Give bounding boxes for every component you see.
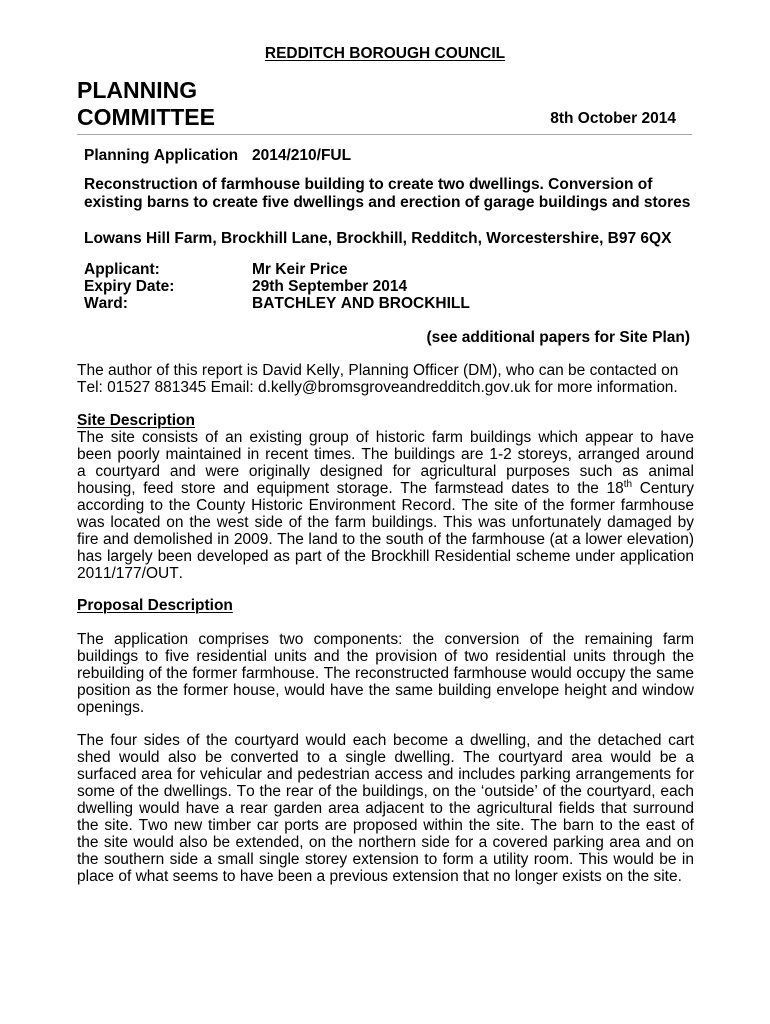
proposal-line: openings. [77, 699, 145, 716]
proposal-description-heading: Proposal Description [77, 597, 233, 614]
application-reference: 2014/210/FUL [252, 147, 352, 164]
detail-label: Ward: [84, 295, 128, 312]
text-run: Century [632, 480, 694, 497]
proposal-line: The four sides of the courtyard would each become a dwelling, and the detached cart [77, 732, 694, 749]
site-description-line: according to the County Historic Environment Record. The site of the former farmhouse [77, 497, 694, 514]
author-contact [77, 362, 694, 396]
proposal-line: dwelling would have a rear garden area adjacent to the agricultural fields that surround [77, 800, 694, 817]
proposal-line: the southern side a small single storey extension to form a utility room. This would be in [77, 851, 694, 868]
site-description-line: 2011/177/OUT. [77, 565, 183, 582]
application-label: Planning Application [84, 147, 239, 164]
site-description-text [77, 429, 694, 582]
site-description-line: fire and demolished in 2009. The land to the south of the farmhouse (at a lower elevation) [77, 531, 694, 548]
proposal-line: surfaced area for vehicular and pedestrian access and includes parking arrangements for [77, 766, 694, 783]
proposal-line: The application comprises two components: the conversion of the remaining farm [77, 631, 694, 648]
description-line: existing barns to create five dwellings and erection of garage buildings and stores [84, 194, 691, 211]
detail-label: Expiry Date: [84, 278, 175, 295]
site-description-section [77, 412, 694, 582]
detail-row-expiry-date [84, 278, 470, 295]
site-description-line: been poorly maintained in recent times. The buildings are 1-2 storeys, arranged around [77, 446, 694, 463]
proposal-line: position as the former house, would have the same building envelope height and window [77, 682, 694, 699]
application-description [84, 176, 704, 212]
site-address: Lowans Hill Farm, Brockhill Lane, Brockhill, Redditch, Worcestershire, B97 6QX [84, 230, 672, 247]
site-description-heading: Site Description [77, 412, 195, 429]
site-description-line: was located on the west side of the farm buildings. This was unfortunately damaged by [77, 514, 694, 531]
proposal-line: some of the dwellings. To the rear of the buildings, on the ‘outside’ of the courtyard, each [77, 783, 694, 800]
site-plan-note: (see additional papers for Site Plan) [426, 329, 690, 346]
meeting-date: 8th October 2014 [550, 110, 676, 127]
proposal-line: shed would also be converted to a single dwelling. The courtyard area would be a [77, 749, 694, 766]
proposal-line: the site. Two new timber car ports are proposed within the site. The barn to the east of [77, 817, 694, 834]
description-line: Reconstruction of farmhouse building to create two dwellings. Conversion of [84, 176, 653, 193]
site-description-line: a courtyard and were originally designed for agricultural purposes such as animal [77, 463, 694, 480]
detail-label: Applicant: [84, 261, 160, 278]
author-line: Tel: 01527 881345 Email: d.kelly@bromsgroveandredditch.gov.uk for more information. [77, 379, 678, 396]
proposal-line: the site would also be extended, on the northern side for a covered parking area and on [77, 834, 694, 851]
site-description-line: has largely been developed as part of the Brockhill Residential scheme under application [77, 548, 694, 565]
site-description-line [77, 480, 694, 497]
proposal-line: rebuilding of the former farmhouse. The reconstructed farmhouse would occupy the same [77, 665, 694, 682]
proposal-line: buildings to five residential units and the provision of two residential units through the [77, 648, 694, 665]
header-divider [77, 134, 692, 135]
page-title-line: PLANNING [77, 77, 198, 103]
text-run: housing, feed store and equipment storage. The farmstead dates to the 18 [77, 480, 624, 497]
proposal-paragraph-1 [77, 631, 694, 716]
proposal-line: place of what seems to have been a previous extension that no longer exists on the site. [77, 868, 682, 885]
applicant-name: Mr Keir Price [252, 261, 348, 278]
site-description-line: The site consists of an existing group of historic farm buildings which appear to have [77, 429, 694, 446]
proposal-paragraph-2 [77, 732, 694, 885]
ward-name: BATCHLEY AND BROCKHILL [252, 295, 470, 312]
detail-row-ward [84, 295, 470, 312]
author-line: The author of this report is David Kelly, Planning Officer (DM), who can be contacted on [77, 362, 679, 379]
page-title-line: COMMITTEE [77, 104, 215, 130]
detail-row-applicant [84, 261, 470, 278]
application-reference-row [84, 147, 351, 164]
expiry-date: 29th September 2014 [252, 278, 408, 295]
application-details [84, 261, 470, 312]
council-name: REDDITCH BOROUGH COUNCIL [264, 45, 506, 62]
superscript-text: th [623, 479, 633, 490]
page-title [77, 77, 215, 131]
